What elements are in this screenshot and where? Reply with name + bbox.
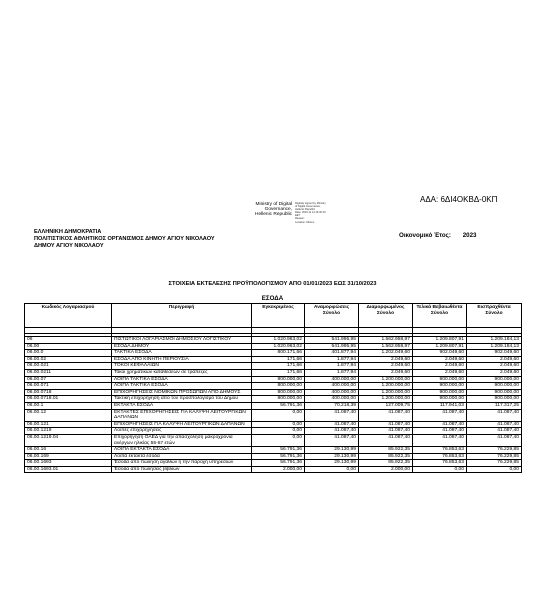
- account-code-cell: 06.00.071: [25, 383, 112, 390]
- amount-cell: 1.020.963,02: [252, 337, 305, 344]
- account-code-cell: 06.00.02: [25, 356, 112, 363]
- amount-cell: 117.317,25: [467, 402, 522, 409]
- column-header: Εισπραχθέντα Σύνολο: [467, 304, 522, 328]
- amount-cell: 400.000,00: [305, 376, 359, 383]
- amount-cell: 0,00: [305, 466, 359, 473]
- amount-cell: 41.087,40: [359, 421, 413, 428]
- amount-cell: 1.562.958,97: [359, 343, 413, 350]
- amount-cell: 2.049,60: [467, 369, 522, 376]
- amount-cell: 400.000,00: [305, 396, 359, 403]
- amount-cell: 29.130,99: [305, 447, 359, 454]
- amount-cell: 2.049,60: [413, 369, 467, 376]
- amount-cell: 1.200.000,00: [359, 376, 413, 383]
- column-header: Κωδικός Λογαριασμού: [25, 304, 112, 328]
- description-cell: ΤΟΚΟΙ ΚΕΦΑΛΑΙΩΝ: [112, 363, 252, 370]
- amount-cell: 900.000,00: [467, 383, 522, 390]
- amount-cell: 0,00: [467, 466, 522, 473]
- table-row: [25, 447, 522, 454]
- description-cell: ΕΠΙΧΟΡΗΓΗΣΕΙΣ ΝΟΜΙΚΩΝ ΠΡΟΣΩΠΩΝ ΑΠΟ ΔΗΜΟΥΣ: [112, 389, 252, 396]
- amount-cell: 70.218,39: [305, 402, 359, 409]
- amount-cell: 900.000,00: [413, 389, 467, 396]
- amount-cell: 900.000,00: [413, 376, 467, 383]
- description-cell: ΛΟΙΠΑ ΤΑΚΤΙΚΑ ΕΣΟΔΑ: [112, 376, 252, 383]
- account-code-cell: 06.00.169: [25, 453, 112, 460]
- amount-cell: 800.000,00: [252, 396, 305, 403]
- signature-detail-line: Digitally signed by Ministry: [295, 202, 326, 205]
- amount-cell: 1.209.184,13: [467, 337, 522, 344]
- amount-cell: 76.229,85: [467, 447, 522, 454]
- description-cell: Επιχορήγηση ΟΑΕΔ για την απασχόληση μακροχρόνια ανέργων ηλικίας 55-67 ετών: [112, 434, 252, 446]
- amount-cell: 900.000,00: [467, 376, 522, 383]
- amount-cell: 41.087,40: [305, 421, 359, 428]
- amount-cell: 41.087,40: [413, 409, 467, 421]
- account-code-cell: 06.00.16: [25, 447, 112, 454]
- amount-cell: 41.087,40: [359, 434, 413, 446]
- amount-cell: 85.922,35: [359, 447, 413, 454]
- amount-cell: 41.087,40: [305, 428, 359, 435]
- column-header: Τελικά Βεβαιωθέντα Σύνολο: [413, 304, 467, 328]
- table-row: [25, 402, 522, 409]
- signature-detail-line: EET: [295, 214, 301, 218]
- amount-cell: 76.229,85: [467, 453, 522, 460]
- amount-cell: 0,00: [413, 466, 467, 473]
- amount-cell: 1.200.000,00: [359, 383, 413, 390]
- amount-cell: 2.049,60: [359, 356, 413, 363]
- amount-cell: 56.791,36: [252, 453, 305, 460]
- amount-cell: 1.877,94: [305, 363, 359, 370]
- amount-cell: 1.202.049,60: [359, 350, 413, 357]
- account-code-cell: 06.00.0211: [25, 369, 112, 376]
- account-code-cell: 06.00.07: [25, 376, 112, 383]
- table-row: [25, 466, 522, 473]
- signature-line: Ministry of Digital: [255, 202, 293, 207]
- amount-cell: 900.000,00: [467, 396, 522, 403]
- amount-cell: 41.087,40: [467, 421, 522, 428]
- signature-detail-line: Hellenic Republic: [295, 208, 316, 212]
- amount-cell: 800.000,00: [252, 376, 305, 383]
- account-code-cell: 06.00.0: [25, 350, 112, 357]
- amount-cell: 56.791,36: [252, 447, 305, 454]
- account-code-cell: 06.00.0718.01: [25, 396, 112, 403]
- description-cell: ΛΟΙΠΑ ΤΑΚΤΙΚΑ ΕΣΟΔΑ: [112, 383, 252, 390]
- account-code-cell: 06.00.0718: [25, 389, 112, 396]
- fiscal-year: [399, 232, 476, 239]
- signature-line: Hellenic Republic: [255, 212, 293, 218]
- table-row: [25, 428, 522, 435]
- fiscal-year-value: 2023: [462, 232, 477, 239]
- amount-cell: 541.995,95: [305, 337, 359, 344]
- description-cell: Λοιπά έκτακτα έσοδα: [112, 453, 252, 460]
- amount-cell: 2.049,60: [467, 356, 522, 363]
- account-code-cell: 06.00.12: [25, 409, 112, 421]
- table-row: [25, 376, 522, 383]
- amount-cell: 2.000,00: [359, 466, 413, 473]
- amount-cell: 2.049,60: [413, 363, 467, 370]
- amount-cell: 2.049,60: [467, 363, 522, 370]
- amount-cell: 41.087,40: [305, 434, 359, 446]
- table-row: [25, 434, 522, 446]
- amount-cell: 127.009,75: [359, 402, 413, 409]
- amount-cell: 171,66: [252, 356, 305, 363]
- description-cell: ΛΟΙΠΑ ΕΚΤΑΚΤΑ ΕΣΟΔΑ: [112, 447, 252, 454]
- description-cell: Έσοδα από πώληση αγαθών ή την παροχή υπηρεσιών: [112, 460, 252, 467]
- issuer-line: ΔΗΜΟΥ ΑΓΙΟΥ ΝΙΚΟΛΑΟΥ: [34, 243, 104, 249]
- issuer-line: ΕΛΛΗΝΙΚΗ ΔΗΜΟΚΡΑΤΙΑ: [34, 229, 102, 235]
- amount-cell: 41.087,40: [305, 409, 359, 421]
- amount-cell: 1.562.958,97: [359, 337, 413, 344]
- signature-signer: [255, 202, 292, 224]
- amount-cell: 800.171,66: [252, 350, 305, 357]
- amount-cell: 902.049,60: [467, 350, 522, 357]
- amount-cell: 400.000,00: [305, 383, 359, 390]
- amount-cell: 1.209.184,13: [467, 343, 522, 350]
- signature-details: [295, 202, 326, 224]
- amount-cell: 117.941,03: [413, 402, 467, 409]
- description-cell: Έσοδα από πωλήσεις βιβλίων: [112, 466, 252, 473]
- amount-cell: 400.000,00: [305, 389, 359, 396]
- amount-cell: 2.049,60: [359, 369, 413, 376]
- table-row: [25, 453, 522, 460]
- amount-cell: 541.995,95: [305, 343, 359, 350]
- report-subtitle: ΕΣΟΔΑ: [261, 295, 284, 302]
- table-row: [25, 363, 522, 370]
- signature-detail-line: Reason:: [295, 217, 305, 221]
- amount-cell: 902.049,60: [413, 350, 467, 357]
- amount-cell: 1.877,94: [305, 369, 359, 376]
- table-row: [25, 421, 522, 428]
- description-cell: ΕΚΤΑΚΤΑ ΕΣΟΔΑ: [112, 402, 252, 409]
- ada-code: ΑΔΑ: 6ΔΙ4ΟΚΒΔ-0ΚΠ: [420, 195, 498, 204]
- account-code-cell: 06.00.1693: [25, 460, 112, 467]
- table-row: [25, 369, 522, 376]
- account-code-cell: 06.00.1: [25, 402, 112, 409]
- issuer-line: ΠΟΛΙΤΙΣΤΙΚΟΣ ΑΘΛΗΤΙΚΟΣ ΟΡΓΑΝΙΣΜΟΣ ΔΗΜΟΥ ΑΓΙΟΥ ΝΙΚΟΛΑΟΥ: [34, 236, 215, 242]
- amount-cell: 41.087,40: [359, 428, 413, 435]
- description-cell: ΤΑΚΤΙΚΑ ΕΣΟΔΑ: [112, 350, 252, 357]
- account-code-cell: 06.00.021: [25, 363, 112, 370]
- signature-detail-line: Date: 2023.11.14 16:30:19: [295, 211, 326, 215]
- description-cell: Τόκοι χρηματικών καταθέσεων σε τράπεζες: [112, 369, 252, 376]
- amount-cell: 29.130,99: [305, 453, 359, 460]
- fiscal-year-label: Οικονομικό Έτος:: [399, 232, 451, 239]
- amount-cell: 41.087,40: [413, 428, 467, 435]
- amount-cell: 29.130,99: [305, 460, 359, 467]
- amount-cell: 1.200.000,00: [359, 396, 413, 403]
- revenue-table: [24, 303, 522, 473]
- issuer-block: [34, 229, 215, 250]
- table-row: [25, 389, 522, 396]
- amount-cell: 900.000,00: [413, 383, 467, 390]
- description-cell: Λοιπές επιχορηγήσεις: [112, 428, 252, 435]
- description-cell: ΕΣΟΔΑ ΔΗΜΟΥ: [112, 343, 252, 350]
- account-code-cell: 06: [25, 337, 112, 344]
- amount-cell: 41.087,40: [413, 421, 467, 428]
- account-code-cell: 06.00.1219: [25, 428, 112, 435]
- amount-cell: 2.049,60: [359, 363, 413, 370]
- column-header: Διαμορφωμένος Σύνολο: [359, 304, 413, 328]
- amount-cell: 41.087,40: [359, 409, 413, 421]
- report-title: ΣΤΟΙΧΕΙΑ ΕΚΤΕΛΕΣΗΣ ΠΡΟΫΠΟΛΟΓΙΣΜΟΥ ΑΠΟ 01/01/2023 ΕΩΣ 31/10/2023: [168, 281, 377, 287]
- amount-cell: 171,66: [252, 363, 305, 370]
- table-row: [25, 356, 522, 363]
- account-code-cell: 06.00.1693.01: [25, 466, 112, 473]
- amount-cell: 800.000,00: [252, 383, 305, 390]
- table-body: [25, 328, 522, 473]
- digital-signature: [255, 202, 326, 224]
- amount-cell: 76.853,63: [413, 447, 467, 454]
- amount-cell: 0,00: [252, 409, 305, 421]
- amount-cell: 401.877,94: [305, 350, 359, 357]
- description-cell: ΠΙΣΤΩΤΙΚΟΙ ΛΟΓΑΡΙΑΣΜΟΙ ΔΗΜΟΣΙΟΥ ΛΟΓΙΣΤΙΚΟΥ: [112, 337, 252, 344]
- amount-cell: 0,00: [252, 434, 305, 446]
- description-cell: ΕΠΙΧΟΡΗΓΗΣΕΙΣ ΓΙΑ ΚΑΛΥΨΗ ΛΕΙΤΟΥΡΓΙΚΩΝ ΔΑΠΑΝΩΝ: [112, 421, 252, 428]
- column-header: Αναμορφώσεις Σύνολο: [305, 304, 359, 328]
- amount-cell: 800.000,00: [252, 389, 305, 396]
- table-row: [25, 409, 522, 421]
- amount-cell: 41.087,40: [467, 434, 522, 446]
- signature-detail-line: Location: Athens: [295, 220, 315, 224]
- table-row: [25, 396, 522, 403]
- amount-cell: 900.000,00: [413, 396, 467, 403]
- amount-cell: 76.853,63: [413, 460, 467, 467]
- amount-cell: 1.877,94: [305, 356, 359, 363]
- amount-cell: 0,00: [252, 421, 305, 428]
- table-row: [25, 383, 522, 390]
- account-code-cell: 06.00: [25, 343, 112, 350]
- amount-cell: 56.791,36: [252, 460, 305, 467]
- table-header-row: [25, 304, 522, 328]
- amount-cell: 1.200.000,00: [359, 389, 413, 396]
- column-header: Εγκεκριμένος: [252, 304, 305, 328]
- amount-cell: 2.049,60: [413, 356, 467, 363]
- amount-cell: 76.853,63: [413, 453, 467, 460]
- amount-cell: 900.000,00: [467, 389, 522, 396]
- amount-cell: 76.229,85: [467, 460, 522, 467]
- amount-cell: 1.020.963,02: [252, 343, 305, 350]
- amount-cell: 41.087,40: [467, 409, 522, 421]
- account-code-cell: 06.00.1219.04: [25, 434, 112, 446]
- table-row: [25, 337, 522, 344]
- signature-line: Governance,: [264, 207, 293, 213]
- amount-cell: 171,66: [252, 369, 305, 376]
- column-header: Περιγραφή: [112, 304, 252, 328]
- amount-cell: 85.922,35: [359, 453, 413, 460]
- description-cell: Τακτική επιχορήγηση από τον προϋπολογισμό του Δήμου: [112, 396, 252, 403]
- amount-cell: 41.087,40: [467, 428, 522, 435]
- signature-detail-line: of Digital Governance,: [295, 205, 321, 209]
- table-row: [25, 460, 522, 467]
- table-row: [25, 343, 522, 350]
- table-row: [25, 350, 522, 357]
- amount-cell: 0,00: [252, 428, 305, 435]
- amount-cell: 85.922,35: [359, 460, 413, 467]
- amount-cell: 1.209.807,91: [413, 343, 467, 350]
- account-code-cell: 06.00.121: [25, 421, 112, 428]
- amount-cell: 1.209.807,91: [413, 337, 467, 344]
- amount-cell: 2.000,00: [252, 466, 305, 473]
- amount-cell: 41.087,40: [413, 434, 467, 446]
- description-cell: ΕΣΟΔΑ ΑΠΟ ΚΙΝΗΤΗ ΠΕΡΙΟΥΣΙΑ: [112, 356, 252, 363]
- amount-cell: 56.791,36: [252, 402, 305, 409]
- description-cell: ΕΚΤΑΚΤΕΣ ΕΠΙΧΟΡΗΓΗΣΕΙΣ ΓΙΑ ΚΑΛΥΨΗ ΛΕΙΤΟΥΡΓΙΚΩΝ ΔΑΠΑΝΩΝ: [112, 409, 252, 421]
